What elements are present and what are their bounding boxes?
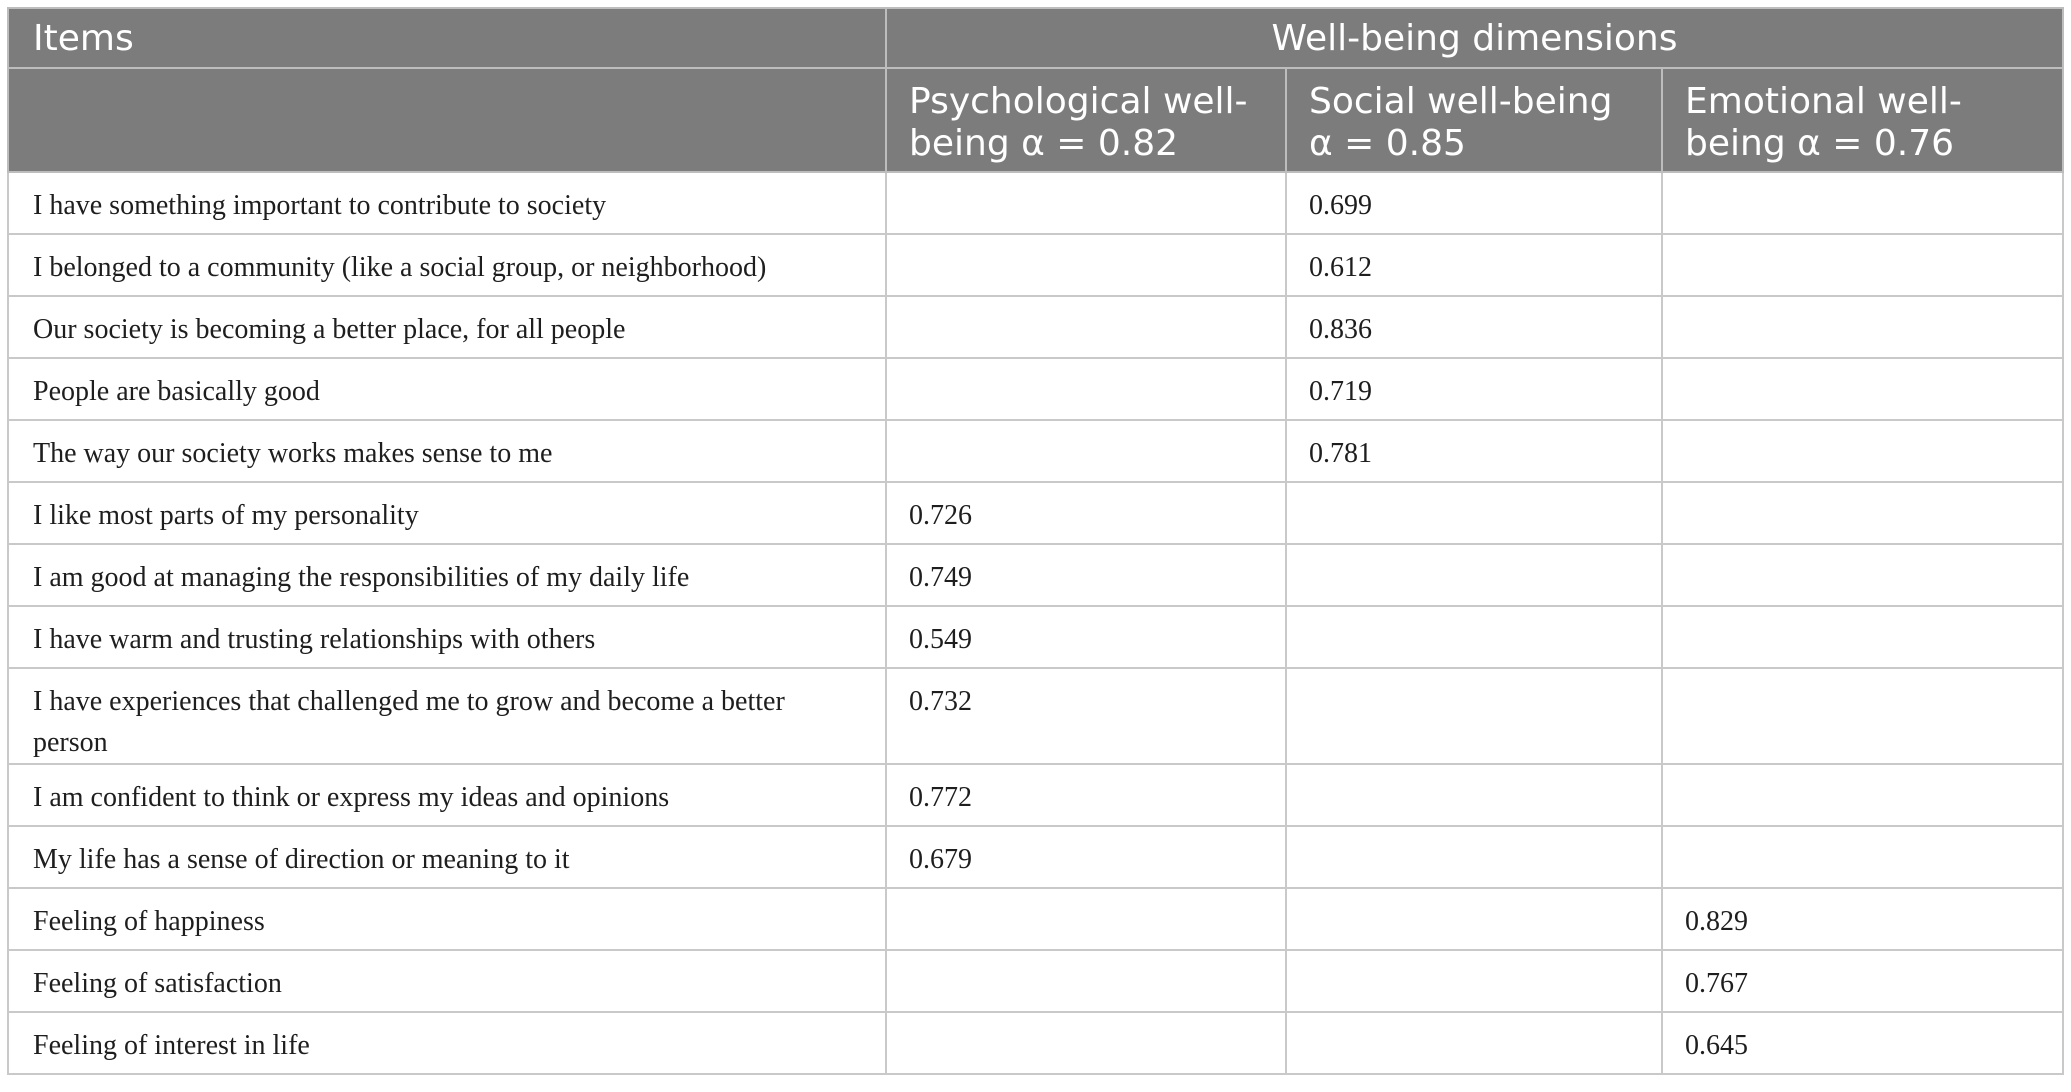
psychological-loading-cell: 0.679 — [886, 826, 1286, 888]
psychological-loading-cell: 0.726 — [886, 482, 1286, 544]
item-cell: The way our society works makes sense to me — [8, 420, 886, 482]
emotional-loading-cell — [1662, 420, 2063, 482]
item-cell: I have warm and trusting relationships with others — [8, 606, 886, 668]
social-loading-cell: 0.699 — [1286, 172, 1662, 234]
social-loading-cell: 0.781 — [1286, 420, 1662, 482]
social-loading-cell: 0.612 — [1286, 234, 1662, 296]
header-row-top — [8, 8, 2063, 68]
item-cell: Feeling of happiness — [8, 888, 886, 950]
items-header: Items — [8, 8, 886, 68]
table-row — [8, 172, 2063, 234]
table-row — [8, 544, 2063, 606]
emotional-wellbeing-header: Emotional well-being α = 0.76 — [1662, 68, 2063, 172]
emotional-loading-cell: 0.645 — [1662, 1012, 2063, 1074]
psychological-loading-cell — [886, 888, 1286, 950]
psychological-loading-cell: 0.749 — [886, 544, 1286, 606]
table-row — [8, 234, 2063, 296]
item-cell: I have something important to contribute to society — [8, 172, 886, 234]
emotional-loading-cell — [1662, 544, 2063, 606]
item-cell: I have experiences that challenged me to grow and become a better person — [8, 668, 886, 764]
psychological-loading-cell — [886, 358, 1286, 420]
table-row — [8, 606, 2063, 668]
emotional-loading-cell — [1662, 482, 2063, 544]
table-row — [8, 482, 2063, 544]
item-cell: Our society is becoming a better place, for all people — [8, 296, 886, 358]
emotional-loading-cell — [1662, 358, 2063, 420]
item-cell: I am good at managing the responsibilities of my daily life — [8, 544, 886, 606]
factor-loadings-table — [7, 7, 2064, 1075]
psychological-loading-cell — [886, 234, 1286, 296]
social-loading-cell — [1286, 826, 1662, 888]
emotional-loading-cell — [1662, 234, 2063, 296]
psychological-loading-cell: 0.732 — [886, 668, 1286, 764]
social-loading-cell — [1286, 482, 1662, 544]
well-being-dimensions-header: Well-being dimensions — [886, 8, 2063, 68]
emotional-loading-cell — [1662, 826, 2063, 888]
emotional-loading-cell — [1662, 296, 2063, 358]
psychological-loading-cell — [886, 172, 1286, 234]
psychological-loading-cell — [886, 950, 1286, 1012]
table-row — [8, 826, 2063, 888]
psychological-loading-cell: 0.549 — [886, 606, 1286, 668]
item-cell: My life has a sense of direction or meaning to it — [8, 826, 886, 888]
psychological-wellbeing-header: Psychological well-being α = 0.82 — [886, 68, 1286, 172]
table-row — [8, 1012, 2063, 1074]
table-row — [8, 358, 2063, 420]
item-cell: I am confident to think or express my ideas and opinions — [8, 764, 886, 826]
table-row — [8, 888, 2063, 950]
emotional-loading-cell: 0.829 — [1662, 888, 2063, 950]
social-loading-cell — [1286, 888, 1662, 950]
item-cell: Feeling of satisfaction — [8, 950, 886, 1012]
emotional-loading-cell — [1662, 172, 2063, 234]
psychological-loading-cell — [886, 420, 1286, 482]
psychological-loading-cell: 0.772 — [886, 764, 1286, 826]
item-cell: Feeling of interest in life — [8, 1012, 886, 1074]
social-wellbeing-header: Social well-being α = 0.85 — [1286, 68, 1662, 172]
social-loading-cell: 0.836 — [1286, 296, 1662, 358]
social-loading-cell: 0.719 — [1286, 358, 1662, 420]
emotional-loading-cell — [1662, 764, 2063, 826]
table-row — [8, 296, 2063, 358]
items-header-blank — [8, 68, 886, 172]
psychological-loading-cell — [886, 1012, 1286, 1074]
item-cell: People are basically good — [8, 358, 886, 420]
emotional-loading-cell — [1662, 606, 2063, 668]
social-loading-cell — [1286, 606, 1662, 668]
social-loading-cell — [1286, 544, 1662, 606]
table-row — [8, 764, 2063, 826]
header-row-sub — [8, 68, 2063, 172]
item-cell: I like most parts of my personality — [8, 482, 886, 544]
table-row — [8, 420, 2063, 482]
social-loading-cell — [1286, 668, 1662, 764]
emotional-loading-cell: 0.767 — [1662, 950, 2063, 1012]
emotional-loading-cell — [1662, 668, 2063, 764]
social-loading-cell — [1286, 1012, 1662, 1074]
social-loading-cell — [1286, 764, 1662, 826]
psychological-loading-cell — [886, 296, 1286, 358]
table-row — [8, 668, 2063, 764]
table-row — [8, 950, 2063, 1012]
social-loading-cell — [1286, 950, 1662, 1012]
item-cell: I belonged to a community (like a social group, or neighborhood) — [8, 234, 886, 296]
